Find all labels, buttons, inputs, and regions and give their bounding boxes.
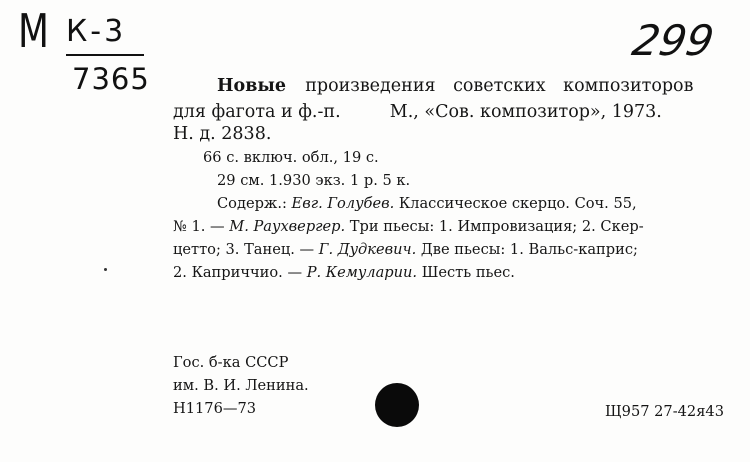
contents-text: Шесть пьес. (417, 264, 515, 281)
contents-text: цетто; 3. Танец. — (173, 241, 319, 258)
composer-name: Евг. Голубев. (291, 195, 395, 212)
entry-format: 29 см. 1.930 экз. 1 р. 5 к. (217, 172, 411, 189)
contents-text: Две пьесы: 1. Вальс-каприс; (416, 241, 638, 258)
handwritten-number: 7365 (72, 62, 150, 96)
contents-line (173, 220, 644, 235)
contents-text: Содерж.: (217, 195, 292, 212)
entry-imprint: М., «Сов. композитор», 1973. (389, 102, 662, 122)
contents-line (173, 266, 515, 281)
entry-title: Новые (217, 76, 287, 96)
entry-pages: 66 с. включ. обл., 19 с. (203, 149, 379, 166)
order-number: Н1176—73 (173, 400, 257, 417)
punch-hole (375, 383, 419, 427)
entry-plate-number: Н. д. 2838. (173, 124, 272, 144)
shelf-mark-underline (66, 54, 144, 56)
handwritten-page-number: 299 (628, 16, 718, 65)
ink-speck (104, 268, 107, 271)
contents-text: № 1. — (173, 218, 230, 235)
contents-text: Три пьесы: 1. Импровизация; 2. Скер- (345, 218, 644, 235)
library-name: Гос. б-ка СССР (173, 354, 289, 371)
entry-title-line (217, 78, 693, 96)
library-name-2: им. В. И. Ленина. (173, 377, 309, 394)
entry-title-rest: произведения советских композиторов (305, 76, 694, 96)
composer-name: М. Раухвергер. (229, 218, 346, 235)
classification-code: Щ957 27-42я43 (605, 403, 724, 420)
contents-text: 2. Каприччио. — (173, 264, 307, 281)
composer-name: Г. Дудкевич. (318, 241, 417, 258)
composer-name: Р. Кемуларии. (306, 264, 418, 281)
contents-line (173, 243, 638, 258)
entry-instrument: для фагота и ф.-п. (173, 102, 341, 122)
entry-line-2 (173, 104, 662, 122)
handwritten-shelf-mark: К-3 (66, 14, 127, 49)
contents-line (217, 197, 637, 212)
handwritten-letter: М (18, 4, 49, 58)
contents-text: Классическое скерцо. Соч. 55, (394, 195, 637, 212)
